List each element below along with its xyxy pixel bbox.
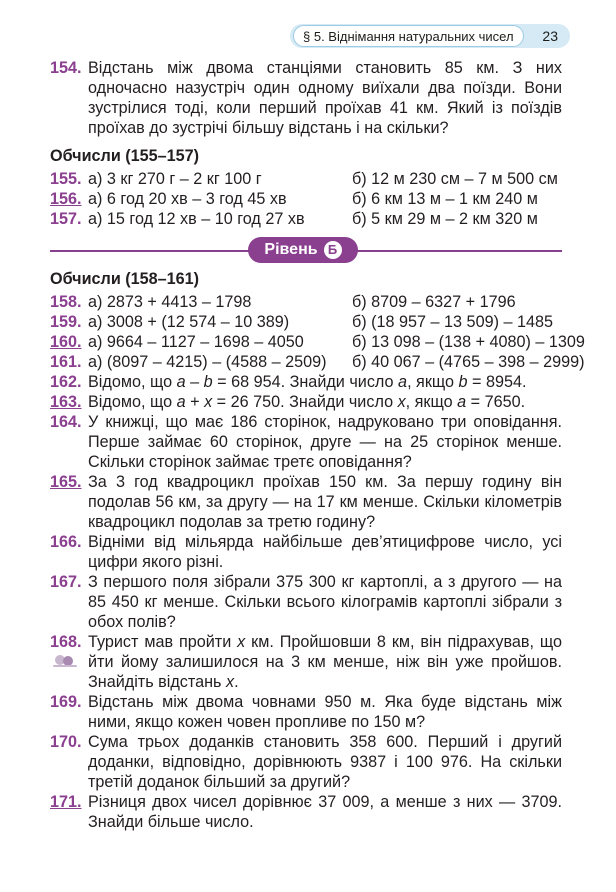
variable: b [203,373,213,391]
exercise-text: У книжці, що має 186 сторінок, надруковано три оповідання. Перше займає 60 сторінок, друге — на 25 сторінок менше. Скільки сторінок займає третє оповідання? [88,413,562,471]
text-part: км. Пройшовши 8 км, він підрахував, що йти йому залишилося на 3 км менше, ніж він уже пройшов. Знайдіть відстань [88,633,563,691]
variable: x [226,673,235,691]
part-b: б) 13 098 – (138 + 4080) – 1309 [352,333,585,351]
level-label: Рівень [264,241,318,258]
part-a: а) (8097 – 4215) – (4588 – 2509) [88,353,327,371]
part-a: а) 15 год 12 хв – 10 год 27 хв [88,210,305,228]
exercise-171 [50,792,562,832]
exercise-number: 170. [50,733,82,751]
exercise-text: З першого поля зібрали 375 300 кг картоплі, а з другого — на 85 450 кг менше. Скільки всього кілограмів картоплі зібрали з обох полів? [88,573,562,631]
exercise-number: 162. [50,373,82,391]
variable: x [397,393,406,411]
part-a: а) 2873 + 4413 – 1798 [88,293,252,311]
exercise-number: 169. [50,693,82,711]
part-a: а) 3 кг 270 г – 2 кг 100 г [88,170,262,188]
part-b: б) (18 957 – 13 509) – 1485 [352,313,553,331]
part-b: б) 12 м 230 см – 7 м 500 см [352,170,558,188]
exercise-168 [50,632,562,692]
text-part: = 8954. [467,373,527,391]
text-part: = 26 750. Знайди число [212,393,398,411]
exercise-number: 166. [50,533,82,551]
exercise-text: Відстань між двома станціями становить 85 км. З них одночасно назустріч один одному виїхали два поїзди. Вони зустрілися тоді, коли перший проїхав 41 км. Який із поїздів проїхав до зустрічі більшу відстань і на скільки? [88,59,562,137]
exercise-text: Відніми від мільярда найбільше дев’ятицифрове число, усі цифри якого різні. [88,533,562,571]
text-part: Відомо, що [88,373,177,391]
part-b: б) 40 067 – (4765 – 398 – 2999) [352,353,585,371]
exercise-number: 158. [50,293,82,311]
exercise-text: Відстань між двома човнами 950 м. Яка буде відстань між ними, якщо кожен човен пропливе по 150 м? [88,693,562,731]
text-part: , якщо [407,373,459,391]
exercise-number: 168. [50,633,82,651]
section-heading: Обчисли (155–157) [50,147,200,165]
text-part: – [185,373,204,391]
exercise-text [88,632,562,692]
exercise-166 [50,532,562,572]
variable: x [204,393,213,411]
exercise-number: 160. [50,333,82,351]
exercise-167 [50,572,562,632]
exercise-169 [50,692,562,732]
exercise-text: Різниця двох чисел дорівнює 37 009, а менше з них — 3709. Знайди більше число. [88,793,562,831]
exercise-number: 156. [50,190,82,208]
variable: a [398,373,408,391]
exercise-number: 164. [50,413,82,431]
variable: a [176,373,186,391]
text-part: . [234,673,239,691]
exercise-165 [50,472,562,532]
exercise-text [88,392,562,412]
text-part: = 7650. [466,393,526,411]
exercise-155 [50,169,562,189]
level-divider [50,237,562,263]
exercise-154 [50,58,562,138]
exercise-number: 157. [50,210,82,228]
page-number: 23 [542,28,558,44]
exercise-159 [50,312,562,332]
exercise-164 [50,412,562,472]
section-heading: Обчисли (158–161) [50,270,200,288]
variable: a [457,393,467,411]
part-a: а) 3008 + (12 574 – 10 389) [88,313,290,331]
exercise-number: 167. [50,573,82,591]
part-a: а) 9664 – 1127 – 1698 – 4050 [88,333,304,351]
exercise-158 [50,292,562,312]
exercise-number: 159. [50,313,82,331]
variable: a [176,393,186,411]
part-a: а) 6 год 20 хв – 3 год 45 хв [88,190,287,208]
level-letter: Б [324,241,342,259]
exercise-157 [50,209,562,229]
text-part: Турист мав пройти [88,633,238,651]
exercise-156 [50,189,562,209]
exercise-number: 163. [50,393,82,411]
text-part: + [185,393,205,411]
text-part: = 68 954. Знайди число [212,373,399,391]
exercise-170 [50,732,562,792]
exercise-number: 165. [50,473,82,491]
part-b: б) 6 км 13 м – 1 км 240 м [352,190,538,208]
exercise-number: 161. [50,353,82,371]
part-b: б) 8709 – 6327 + 1796 [352,293,516,311]
exercise-161 [50,352,585,372]
running-header [290,24,570,48]
exercise-number: 154. [50,59,82,77]
text-part: , якщо [405,393,458,411]
exercise-text: Сума трьох доданків становить 358 600. Перший і другий доданки, відповідно, дорівнюють 9387 і 100 976. На скільки третій доданок більший за другий? [88,733,562,791]
exercise-160 [50,332,585,352]
variable: b [458,373,468,391]
level-badge [248,237,358,263]
variable: x [237,633,246,651]
exercise-163 [50,392,562,412]
exercise-text: За 3 год квадроцикл проїхав 150 км. За першу годину він подолав 56 км, за другу — на 17 км менше. Скільки кілометрів квадроцикл подолав за третю годину? [88,473,562,531]
text-part: Відомо, що [88,393,177,411]
exercise-list [50,58,585,832]
chapter-title: § 5. Віднімання натуральних чисел [293,25,524,47]
exercise-number: 155. [50,170,82,188]
exercise-number: 171. [50,793,82,811]
exercise-162 [50,372,562,392]
exercise-text [88,372,562,392]
part-b: б) 5 км 29 м – 2 км 320 м [352,210,538,228]
